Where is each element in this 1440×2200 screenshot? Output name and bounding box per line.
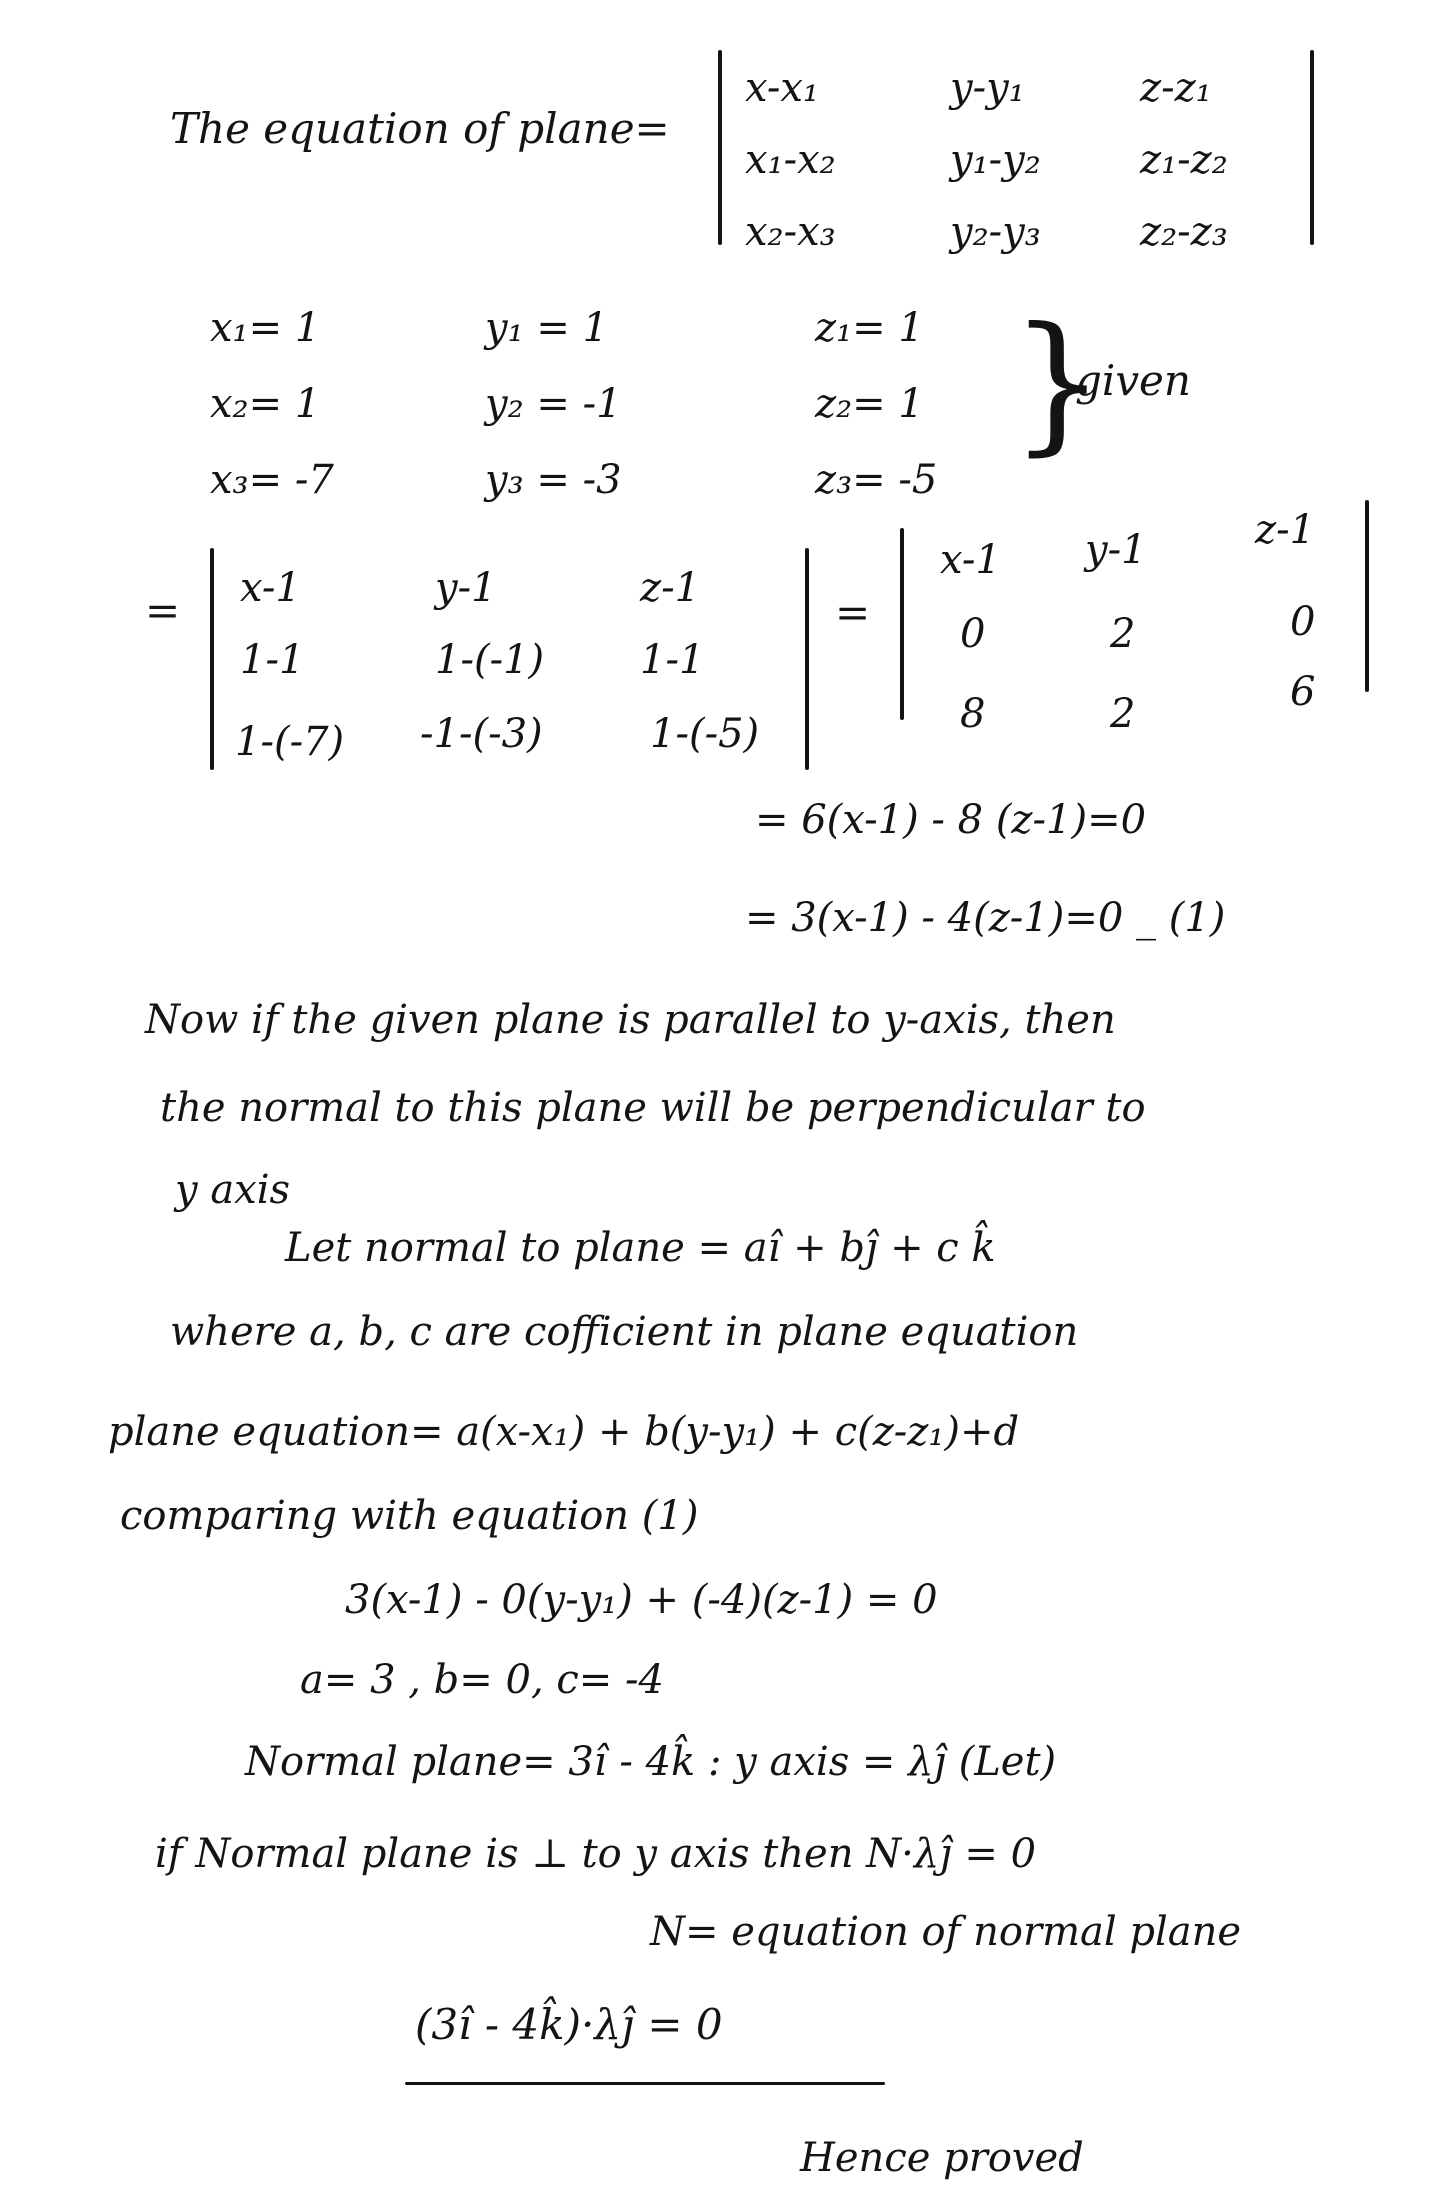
det1-r3c2: y₂-y₃ xyxy=(950,209,1041,255)
text-y-axis: y axis xyxy=(175,1167,291,1213)
hence-proved: Hence proved xyxy=(800,2135,1084,2181)
given-y2: y₂ = -1 xyxy=(485,381,622,427)
final-underline xyxy=(405,2082,885,2085)
det3-r3c1: 8 xyxy=(960,691,986,737)
text-plane-equation: plane equation= a(x-x₁) + b(y-y₁) + c(z-z₁)+d xyxy=(108,1409,1020,1455)
det1-r2c1: x₁-x₂ xyxy=(745,137,836,183)
text-parallel-statement: Now if the given plane is parallel to y-axis, then xyxy=(145,997,1116,1043)
text-let-normal: Let normal to plane = aî + bĵ + c k̂ xyxy=(285,1225,996,1271)
given-x1: x₁= 1 xyxy=(210,305,321,351)
det2-r1c1: x-1 xyxy=(240,565,301,611)
det3-right-bar xyxy=(1365,500,1369,692)
det3-r2c2: 2 xyxy=(1110,611,1136,657)
normal-plane-statement: Normal plane= 3î - 4k̂ : y axis = λĵ (Let) xyxy=(245,1739,1057,1785)
det1-r1c3: z-z₁ xyxy=(1140,65,1212,111)
det3-r1c2: y-1 xyxy=(1085,527,1147,573)
perpendicular-condition: if Normal plane is ⊥ to y axis then N·λĵ = 0 xyxy=(155,1831,1037,1877)
given-y3: y₃ = -3 xyxy=(485,457,622,503)
det1-r3c1: x₂-x₃ xyxy=(745,209,836,255)
given-brace-icon: } xyxy=(1010,296,1106,470)
det1-left-bar xyxy=(718,50,722,245)
det2-equals: = xyxy=(835,588,871,637)
equation-of-plane-lead: The equation of plane= xyxy=(170,104,670,153)
given-x2: x₂= 1 xyxy=(210,381,321,427)
final-dot-product: (3î - 4k̂)·λĵ = 0 xyxy=(415,2000,723,2049)
text-comparing: comparing with equation (1) xyxy=(120,1493,699,1539)
det1-r2c2: y₁-y₂ xyxy=(950,137,1041,183)
det1-r2c3: z₁-z₂ xyxy=(1140,137,1228,183)
det3-left-bar xyxy=(900,528,904,720)
det2-r3c2: -1-(-3) xyxy=(420,711,543,757)
given-label: given xyxy=(1075,356,1191,405)
text-coefficients: where a, b, c are cofficient in plane equation xyxy=(170,1309,1079,1355)
det2-r2c2: 1-(-1) xyxy=(435,637,545,683)
det1-r1c1: x-x₁ xyxy=(745,65,819,111)
det1-right-bar xyxy=(1310,50,1314,245)
det3-r3c2: 2 xyxy=(1110,691,1136,737)
det2-r1c2: y-1 xyxy=(435,565,497,611)
given-z1: z₁= 1 xyxy=(815,305,924,351)
det1-r1c2: y-y₁ xyxy=(950,65,1025,111)
det3-r1c3: z-1 xyxy=(1255,507,1316,553)
det1-r3c3: z₂-z₃ xyxy=(1140,209,1228,255)
det3-r3c3: 6 xyxy=(1290,669,1316,715)
det2-r2c1: 1-1 xyxy=(240,637,305,683)
comparison-equation: 3(x-1) - 0(y-y₁) + (-4)(z-1) = 0 xyxy=(345,1577,938,1623)
det2-left-bar xyxy=(210,548,214,770)
det2-r3c1: 1-(-7) xyxy=(235,719,345,765)
expansion-line-1: = 6(x-1) - 8 (z-1)=0 xyxy=(755,797,1147,843)
n-definition: N= equation of normal plane xyxy=(650,1909,1242,1955)
expansion-line-2: = 3(x-1) - 4(z-1)=0 _ (1) xyxy=(745,895,1226,941)
given-z2: z₂= 1 xyxy=(815,381,924,427)
text-normal-perpendicular: the normal to this plane will be perpendicular to xyxy=(160,1085,1146,1131)
det3-r2c3: 0 xyxy=(1290,599,1316,645)
det2-r3c3: 1-(-5) xyxy=(650,711,760,757)
det2-lead-equals: = xyxy=(145,586,181,635)
given-y1: y₁ = 1 xyxy=(485,305,609,351)
given-z3: z₃= -5 xyxy=(815,457,938,503)
det2-r2c3: 1-1 xyxy=(640,637,705,683)
given-x3: x₃= -7 xyxy=(210,457,334,503)
coefficient-values: a= 3 , b= 0, c= -4 xyxy=(300,1657,664,1703)
det3-r1c1: x-1 xyxy=(940,537,1001,583)
det3-r2c1: 0 xyxy=(960,611,986,657)
det2-right-bar xyxy=(805,548,809,770)
det2-r1c3: z-1 xyxy=(640,565,701,611)
